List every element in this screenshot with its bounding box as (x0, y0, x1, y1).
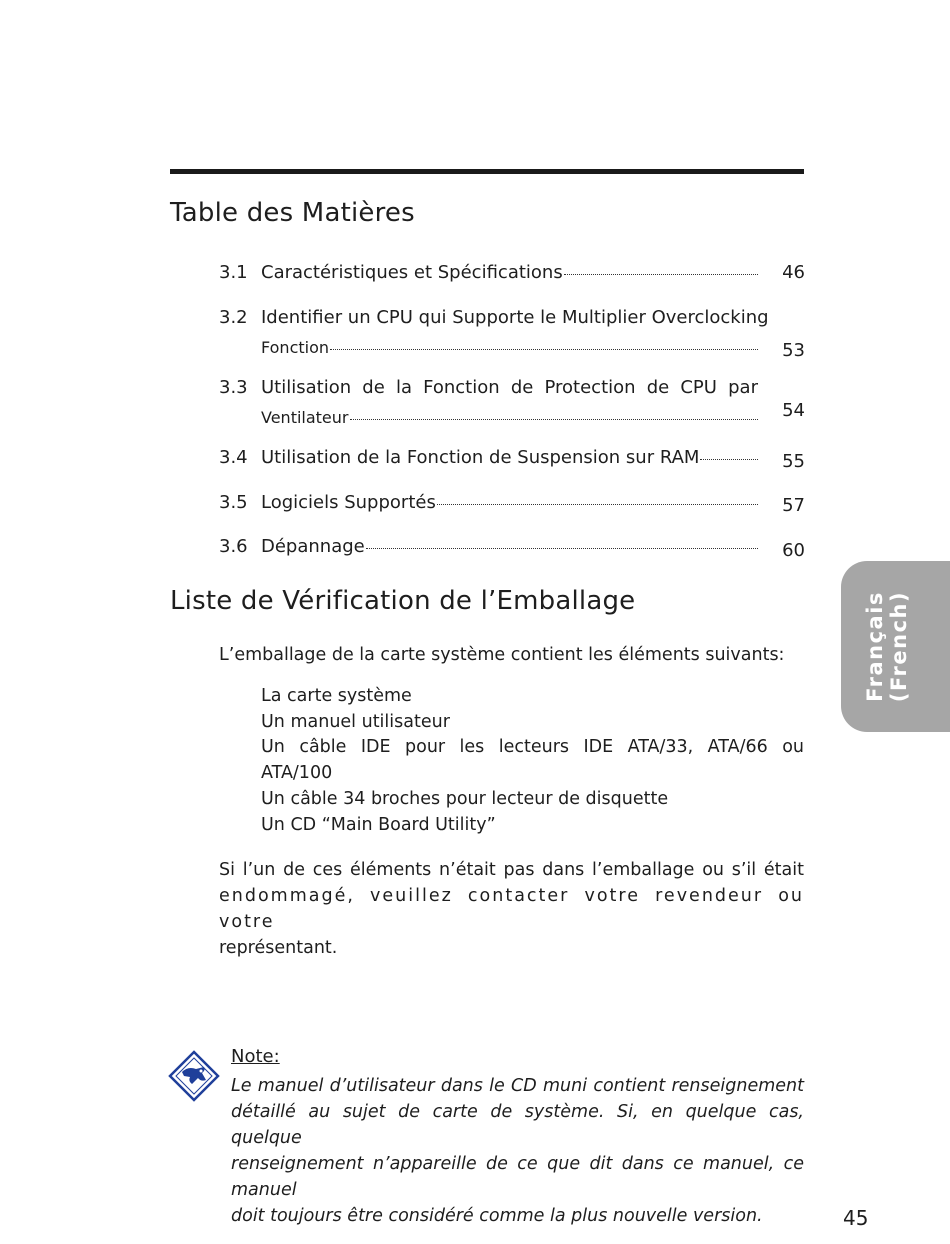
list-item-cont: ATA/100 (261, 763, 333, 784)
page-number: 45 (843, 1206, 869, 1230)
header-rule (170, 169, 804, 174)
packing-title: Liste de Vérification de l’Emballage (170, 586, 636, 616)
note-label: Note: (231, 1046, 280, 1067)
toc-label: Logiciels Supportés (261, 492, 436, 513)
toc-title: Table des Matières (170, 198, 415, 228)
toc-number: 3.2 (219, 307, 248, 328)
warning-line: endommagé, veuillez contacter votre revendeur ou votre (219, 886, 804, 932)
toc-leader (366, 548, 758, 549)
packing-intro: L’emballage de la carte système contient les éléments suivants: (219, 645, 785, 665)
note-line: doit toujours être considéré comme la plus nouvelle version. (231, 1206, 763, 1226)
toc-page: 46 (782, 262, 805, 283)
toc-leader (350, 419, 759, 420)
toc-label: Dépannage (261, 536, 365, 557)
language-tab-label (853, 561, 933, 732)
toc-page: 54 (782, 400, 805, 421)
toc-label: Caractéristiques et Spécifications (261, 262, 563, 283)
packing-warning (219, 857, 804, 961)
toc-number: 3.6 (219, 536, 248, 557)
toc-number: 3.4 (219, 447, 248, 468)
packing-list (261, 684, 804, 838)
note-line: détaillé au sujet de carte de système. Si, en quelque cas, quelque (231, 1102, 804, 1148)
toc-page: 60 (782, 540, 805, 561)
list-item: Un CD “Main Board Utility” (261, 814, 496, 835)
language-name: Français (863, 591, 887, 702)
toc-leader (330, 349, 758, 350)
toc-leader (437, 504, 758, 505)
toc-label: Utilisation de la Fonction de Protection de CPU par (261, 377, 758, 398)
toc-page: 55 (782, 451, 805, 472)
toc-number: 3.5 (219, 492, 248, 513)
language-name-en: (French) (887, 590, 911, 703)
list-item: La carte système (261, 686, 412, 706)
list-item: Un câble 34 broches pour lecteur de disquette (261, 788, 669, 809)
note-line: renseignement n’appareille de ce que dit dans ce manuel, ce manuel (231, 1154, 804, 1200)
list-item: Un câble IDE pour les lecteurs IDE ATA/33, ATA/66 ou (261, 737, 804, 758)
warning-line: représentant. (219, 938, 338, 958)
list-item: Un manuel utilisateur (261, 711, 450, 732)
language-tab[interactable] (841, 561, 950, 732)
toc-label: Identifier un CPU qui Supporte le Multiplier Overclocking (261, 307, 769, 328)
note-body (231, 1073, 804, 1229)
toc-label: Utilisation de la Fonction de Suspension sur RAM (261, 447, 700, 468)
warning-line: Si l’un de ces éléments n’était pas dans l’emballage ou s’il était (219, 860, 804, 880)
toc-number: 3.1 (219, 262, 248, 283)
note-line: Le manuel d’utilisateur dans le CD muni contient renseignement (231, 1076, 804, 1096)
toc-label-cont: Fonction (261, 338, 330, 357)
note-pointer-icon (168, 1050, 220, 1102)
toc-page: 53 (782, 340, 805, 361)
toc-page: 57 (782, 495, 805, 516)
toc-leader (700, 459, 758, 460)
toc-label-cont: Ventilateur (261, 408, 349, 427)
toc-number: 3.3 (219, 377, 248, 398)
toc-leader (564, 274, 758, 275)
